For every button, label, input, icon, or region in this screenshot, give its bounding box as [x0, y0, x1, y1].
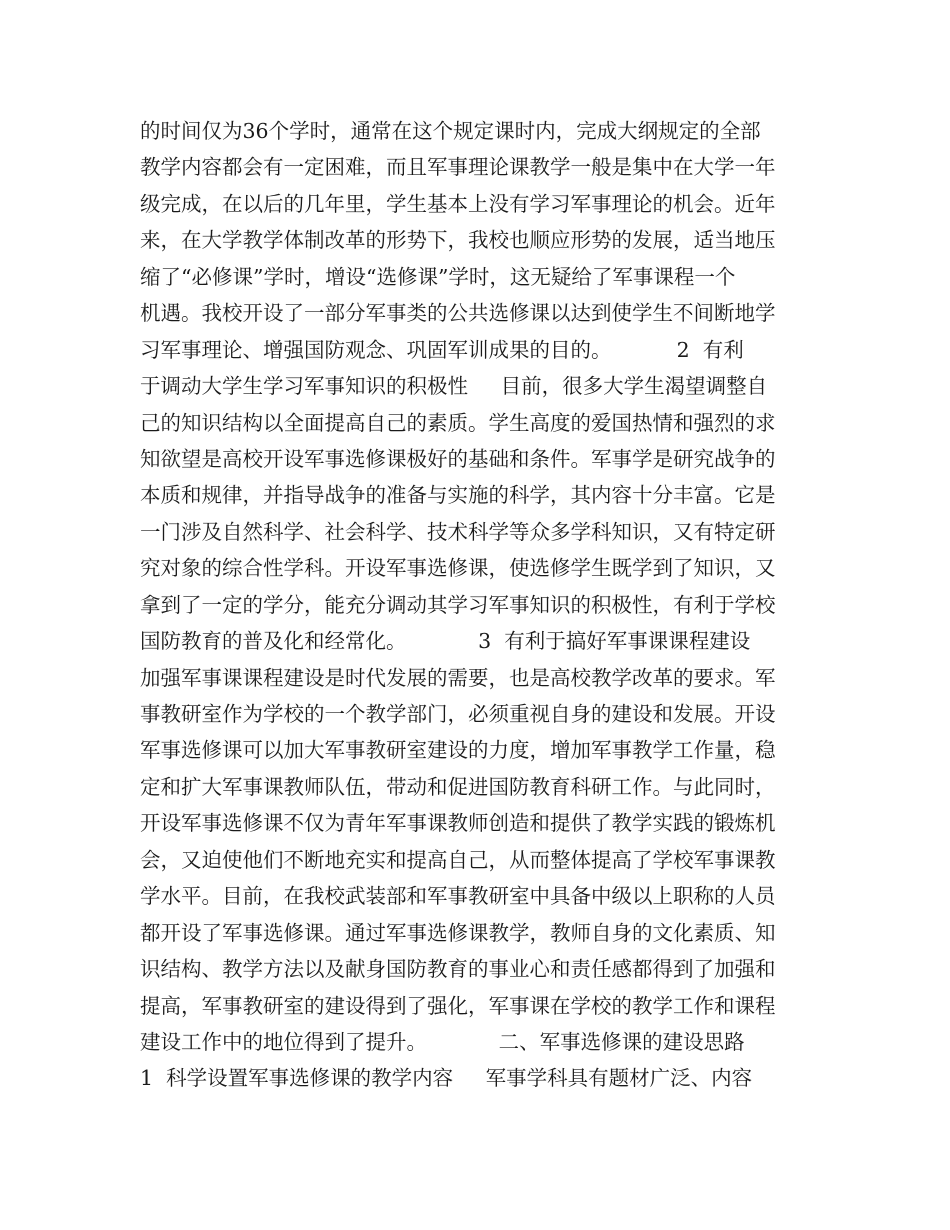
text-line: 会，又迫使他们不断地充实和提高自己，从而整体提高了学校军事课教 [140, 847, 776, 872]
text-line: 己的知识结构以全面提高自己的素质。学生高度的爱国热情和强烈的求 [140, 410, 776, 435]
text-line: 提高，军事教研室的建设得到了强化，军事课在学校的教学工作和课程 [140, 993, 776, 1018]
text-line: 本质和规律，并指导战争的准备与实施的科学，其内容十分丰富。它是 [140, 483, 776, 508]
text-line: 教学内容都会有一定困难，而且军事理论课教学一般是集中在大学一年 [140, 155, 776, 180]
text-line: 知欲望是高校开设军事选修课极好的基础和条件。军事学是研究战争的 [140, 446, 776, 471]
text-line: 都开设了军事选修课。通过军事选修课教学，教师自身的文化素质、知 [140, 920, 776, 945]
text-line: 一门涉及自然科学、社会科学、技术科学等众多学科知识，又有特定研 [140, 519, 776, 544]
text-line: 于调动大学生学习军事知识的积极性 目前，很多大学生渴望调整自 [140, 374, 768, 399]
text-line: 开设军事选修课不仅为青年军事课教师创造和提供了教学实践的锻炼机 [140, 811, 776, 836]
text-line: 究对象的综合性学科。开设军事选修课，使选修学生既学到了知识，又 [140, 556, 776, 581]
text-line: 机遇。我校开设了一部分军事类的公共选修课以达到使学生不间断地学 [140, 301, 776, 326]
text-line: 习军事理论、增强国防观念、巩固军训成果的目的。 2 有利 [140, 337, 744, 362]
text-line: 学水平。目前，在我校武装部和军事教研室中具备中级以上职称的人员 [140, 884, 776, 909]
body-text [140, 113, 820, 1097]
text-line: 定和扩大军事课教师队伍，带动和促进国防教育科研工作。与此同时， [140, 774, 776, 799]
text-line: 国防教育的普及化和经常化。 3 有利于搞好军事课课程建设 [140, 629, 751, 654]
text-line: 军事选修课可以加大军事教研室建设的力度，增加军事教学工作量，稳 [140, 738, 776, 763]
text-line: 事教研室作为学校的一个教学部门，必须重视自身的建设和发展。开设 [140, 702, 776, 726]
text-line: 来，在大学教学体制改革的形势下，我校也顺应形势的发展，适当地压 [140, 228, 776, 253]
text-line: 建设工作中的地位得到了提升。 二、军事选修课的建设思路 [140, 1029, 745, 1054]
text-line: 的时间仅为36个学时，通常在这个规定课时内，完成大纲规定的全部 [140, 119, 761, 143]
text-line: 拿到了一定的学分，能充分调动其学习军事知识的积极性，有利于学校 [140, 592, 776, 617]
text-line: 识结构、教学方法以及献身国防教育的事业心和责任感都得到了加强和 [140, 957, 776, 982]
text-line: 加强军事课课程建设是时代发展的需要，也是高校教学改革的要求。军 [140, 665, 776, 690]
text-line: 1 科学设置军事选修课的教学内容 军事学科具有题材广泛、内容 [140, 1066, 753, 1091]
text-line: 缩了“必修课”学时，增设“选修课”学时，这无疑给了军事课程一个 [140, 264, 736, 289]
text-line: 级完成，在以后的几年里，学生基本上没有学习军事理论的机会。近年 [140, 191, 776, 216]
